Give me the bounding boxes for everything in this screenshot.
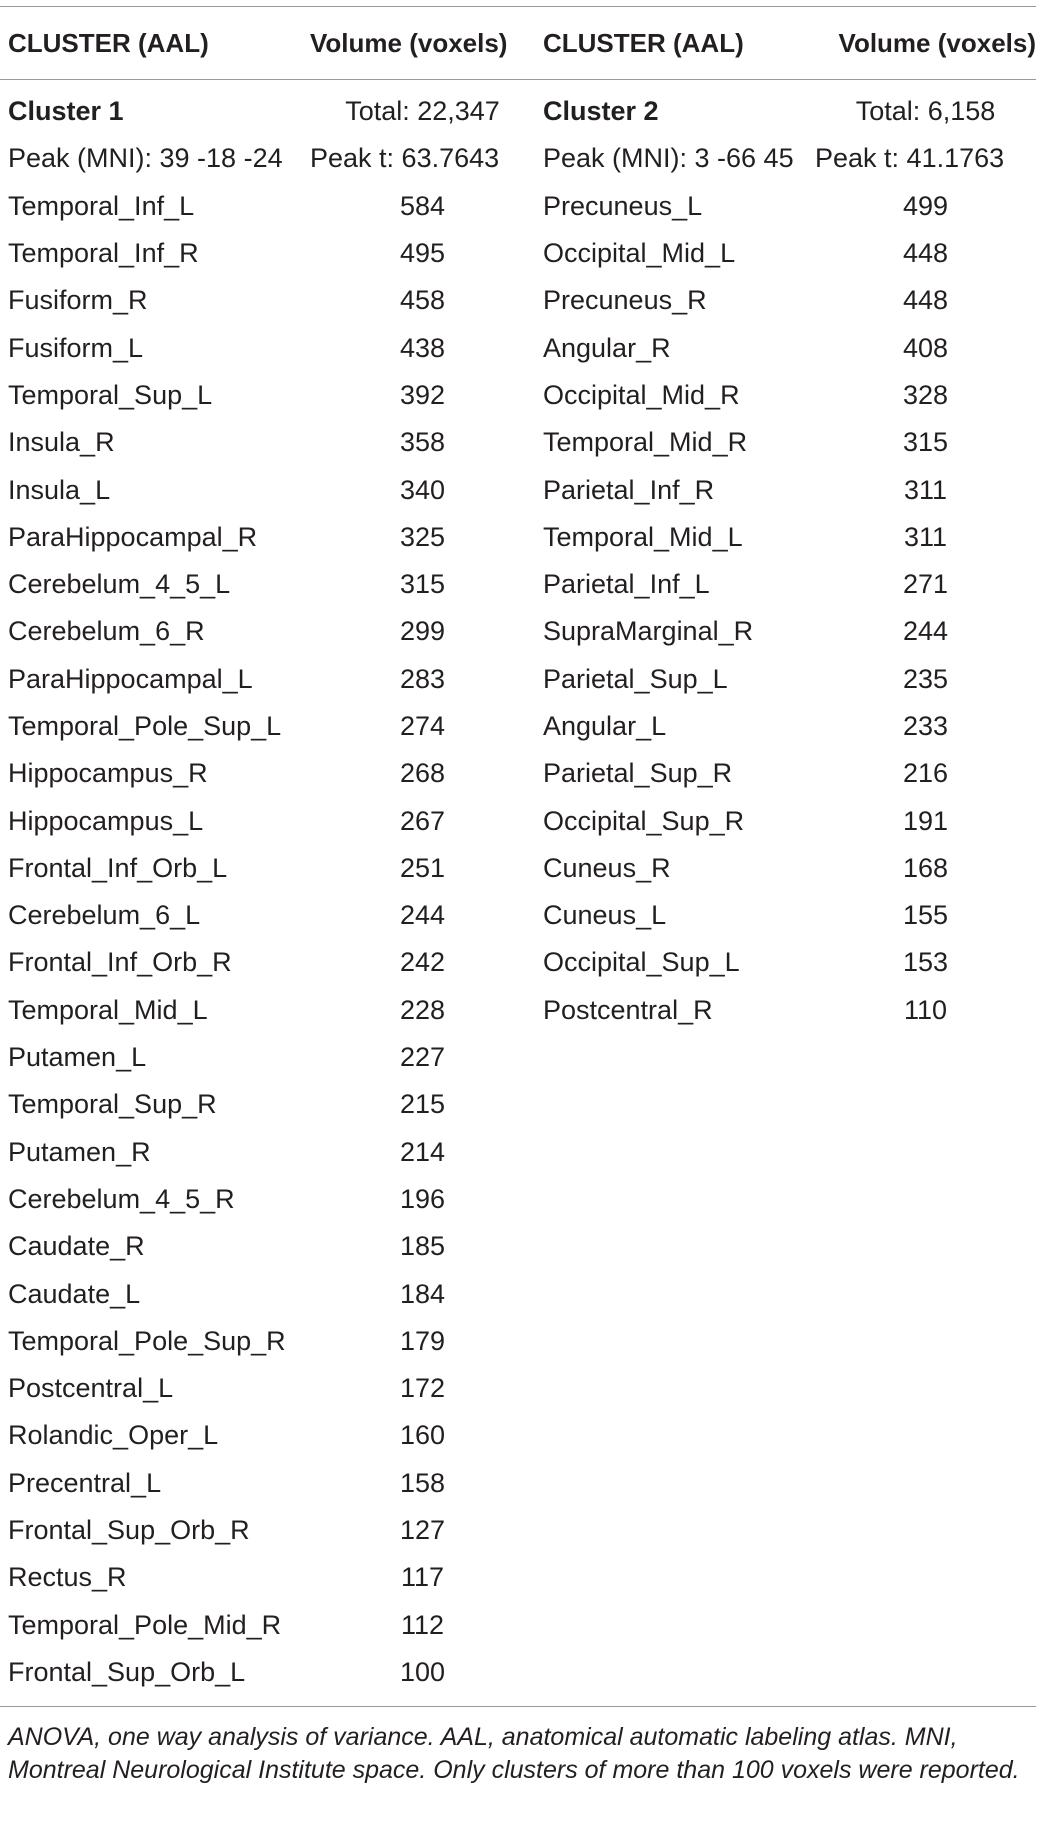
region-volume: 244: [902, 616, 949, 647]
region-volume: 315: [399, 569, 446, 600]
region-volume: 271: [902, 569, 949, 600]
table-row: [0, 466, 1042, 513]
table-row: [0, 1270, 1042, 1317]
region-volume: 358: [399, 427, 446, 458]
table-row: [0, 703, 1042, 750]
region-volume: 340: [399, 474, 446, 505]
table-row: [0, 939, 1042, 986]
region-name: Temporal_Pole_Sup_R: [8, 1325, 286, 1356]
table-row: [0, 1223, 1042, 1270]
table-row: [0, 514, 1042, 561]
table-row: [0, 230, 1042, 277]
region-volume: 127: [399, 1515, 446, 1546]
region-name: Postcentral_L: [8, 1373, 174, 1404]
table-row: [0, 1649, 1042, 1696]
region-name: Postcentral_R: [543, 994, 713, 1025]
table-row: [0, 1129, 1042, 1176]
table-row: [0, 845, 1042, 892]
region-name: Putamen_L: [8, 1042, 147, 1073]
region-volume: 185: [399, 1231, 446, 1262]
region-volume: 499: [902, 190, 949, 221]
region-name: Precentral_L: [8, 1467, 162, 1498]
cluster-1-name: Cluster 1: [8, 96, 124, 127]
table-row: [0, 608, 1042, 655]
region-name: Temporal_Inf_R: [8, 238, 199, 269]
region-name: Temporal_Mid_L: [8, 994, 208, 1025]
region-name: Cuneus_L: [543, 900, 667, 931]
region-volume: 325: [399, 521, 446, 552]
region-volume: 227: [399, 1042, 446, 1073]
region-volume: 160: [399, 1420, 446, 1451]
region-name: Angular_R: [543, 332, 671, 363]
region-name: SupraMarginal_R: [543, 616, 754, 647]
region-volume: 267: [399, 805, 446, 836]
region-name: Parietal_Inf_L: [543, 569, 710, 600]
region-volume: 214: [399, 1136, 446, 1167]
region-volume: 100: [399, 1656, 446, 1687]
region-name: Parietal_Sup_L: [543, 663, 728, 694]
region-name: Temporal_Sup_L: [8, 379, 213, 410]
table-row: [0, 324, 1042, 371]
region-name: Fusiform_R: [8, 285, 148, 316]
region-name: Parietal_Inf_R: [543, 474, 715, 505]
table-row: [0, 277, 1042, 324]
region-volume: 458: [399, 285, 446, 316]
cluster-1-peak-mni: Peak (MNI): 39 -18 -24: [8, 143, 283, 174]
region-name: Parietal_Sup_R: [543, 758, 733, 789]
cluster-1-total: Total: 22,347: [345, 96, 500, 127]
region-name: Cerebelum_4_5_L: [8, 569, 231, 600]
region-name: Cerebelum_4_5_R: [8, 1183, 235, 1214]
region-volume: 268: [399, 758, 446, 789]
region-volume: 495: [399, 238, 446, 269]
header-volume-1: Volume (voxels): [310, 27, 508, 58]
region-volume: 110: [903, 994, 948, 1025]
table-footnote: ANOVA, one way analysis of variance. AAL, anatomical automatic labeling atlas. MNI, Montreal Neurological Institute space. Only clusters of more than 100 voxels were reported.: [8, 1723, 1020, 1785]
cluster-2-total: Total: 6,158: [855, 96, 996, 127]
region-volume: 244: [399, 900, 446, 931]
region-name: Hippocampus_L: [8, 805, 204, 836]
region-volume: 233: [902, 711, 949, 741]
region-name: Cerebelum_6_R: [8, 616, 205, 647]
table-row: [0, 1602, 1042, 1649]
region-volume: 153: [902, 947, 949, 978]
region-volume: 438: [399, 332, 446, 363]
cluster-2-name: Cluster 2: [543, 96, 659, 127]
table-row: [0, 1034, 1042, 1081]
region-volume: 315: [902, 427, 949, 458]
region-volume: 448: [902, 238, 949, 269]
table-row: [0, 1507, 1042, 1554]
region-name: Occipital_Sup_L: [543, 947, 740, 978]
region-volume: 274: [399, 711, 446, 741]
table-row: [0, 1412, 1042, 1459]
region-volume: 228: [399, 994, 446, 1025]
table-row: [0, 656, 1042, 703]
region-name: Temporal_Sup_R: [8, 1089, 217, 1120]
region-name: Insula_L: [8, 474, 111, 505]
header-volume-2: Volume (voxels): [838, 27, 1036, 58]
region-name: Occipital_Mid_L: [543, 238, 736, 269]
table-row: [0, 183, 1042, 230]
region-volume: 184: [399, 1278, 446, 1309]
region-name: Cuneus_R: [543, 852, 671, 883]
region-name: Precuneus_L: [543, 190, 703, 221]
region-name: Hippocampus_R: [8, 758, 208, 789]
region-volume: 216: [902, 758, 949, 789]
cluster-2-peak-mni: Peak (MNI): 3 -66 45: [543, 143, 794, 174]
table-row: [0, 1365, 1042, 1412]
table-row: [0, 1318, 1042, 1365]
header-cluster-1: CLUSTER (AAL): [8, 27, 209, 58]
table-row: [0, 1554, 1042, 1601]
region-name: Cerebelum_6_L: [8, 900, 201, 931]
region-name: Caudate_R: [8, 1231, 145, 1262]
region-volume: 179: [399, 1325, 446, 1356]
region-volume: 117: [400, 1562, 445, 1593]
region-volume: 172: [399, 1373, 446, 1404]
table-row: [0, 372, 1042, 419]
region-name: Insula_R: [8, 427, 115, 458]
region-name: Angular_L: [543, 711, 667, 741]
table-row: [0, 987, 1042, 1034]
region-name: Frontal_Inf_Orb_L: [8, 852, 228, 883]
table-row: [0, 797, 1042, 844]
region-volume: 155: [902, 900, 949, 931]
cluster-peak-row: [0, 135, 1042, 182]
region-volume: 196: [399, 1183, 446, 1214]
region-name: Temporal_Mid_L: [543, 521, 743, 552]
region-name: Rectus_R: [8, 1562, 127, 1593]
region-volume: 242: [399, 947, 446, 978]
cluster-2-peak-t: Peak t: 41.1763: [815, 143, 1005, 174]
region-name: Frontal_Inf_Orb_R: [8, 947, 232, 978]
table-body: [0, 80, 1042, 1696]
region-name: Caudate_L: [8, 1278, 141, 1309]
region-name: Temporal_Pole_Sup_L: [8, 711, 282, 741]
cluster-1-peak-t: Peak t: 63.7643: [310, 143, 500, 174]
table-row: [0, 1460, 1042, 1507]
region-volume: 251: [399, 852, 446, 883]
region-name: Temporal_Pole_Mid_R: [8, 1609, 282, 1640]
region-name: Temporal_Inf_L: [8, 190, 195, 221]
region-volume: 168: [902, 852, 949, 883]
header-cluster-2: CLUSTER (AAL): [543, 27, 744, 58]
region-name: Occipital_Sup_R: [543, 805, 745, 836]
region-volume: 311: [903, 521, 948, 552]
table-row: [0, 1081, 1042, 1128]
region-name: ParaHippocampal_R: [8, 521, 258, 552]
region-volume: 191: [902, 805, 949, 836]
region-volume: 112: [400, 1609, 445, 1640]
region-volume: 283: [399, 663, 446, 694]
cluster-name-row: [0, 88, 1042, 135]
region-name: Rolandic_Oper_L: [8, 1420, 219, 1451]
region-volume: 215: [399, 1089, 446, 1120]
region-name: Precuneus_R: [543, 285, 707, 316]
region-name: Fusiform_L: [8, 332, 144, 363]
region-name: Occipital_Mid_R: [543, 379, 740, 410]
region-volume: 235: [902, 663, 949, 694]
region-name: Putamen_R: [8, 1136, 151, 1167]
table-row: [0, 419, 1042, 466]
region-volume: 311: [903, 474, 948, 505]
region-volume: 328: [902, 379, 949, 410]
table-row: [0, 561, 1042, 608]
region-name: ParaHippocampal_L: [8, 663, 253, 694]
region-volume: 448: [902, 285, 949, 316]
region-volume: 584: [399, 190, 446, 221]
region-volume: 299: [399, 616, 446, 647]
region-name: Temporal_Mid_R: [543, 427, 748, 458]
region-volume: 158: [399, 1467, 446, 1498]
region-volume: 392: [399, 379, 446, 410]
table-row: [0, 750, 1042, 797]
region-volume: 408: [902, 332, 949, 363]
table-header-row: [0, 7, 1042, 79]
region-name: Frontal_Sup_Orb_L: [8, 1656, 246, 1687]
table-row: [0, 892, 1042, 939]
table-row: [0, 1176, 1042, 1223]
region-name: Frontal_Sup_Orb_R: [8, 1515, 250, 1546]
